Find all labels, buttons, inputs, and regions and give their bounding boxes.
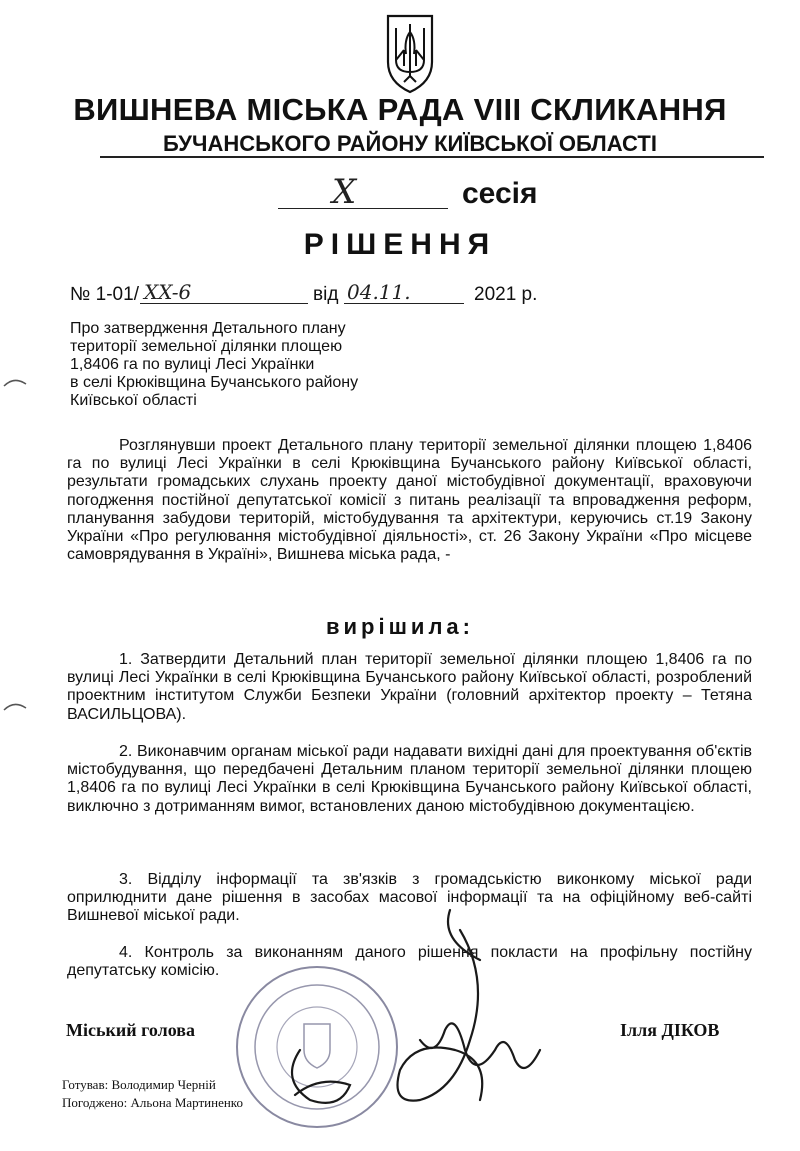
decision-subject: [70, 320, 410, 410]
session-number-handwritten: X: [332, 172, 357, 212]
mayor-position: Міський голова: [66, 1020, 195, 1040]
agreed-by: Погоджено: Альона Мартиненко: [62, 1095, 243, 1110]
doc-year: 2021 р.: [474, 284, 538, 305]
district-title: БУЧАНСЬКОГО РАЙОНУ КИЇВСЬКОЇ ОБЛАСТІ: [163, 131, 657, 156]
doc-number-handwritten: XX-6: [144, 280, 192, 304]
handwritten-signature: [240, 900, 600, 1150]
subject-line: 1,8406 га по вулиці Лесі Українки: [70, 356, 315, 373]
doc-date-label: від: [313, 284, 339, 305]
subject-line: в селі Крюківщина Бучанського району: [70, 374, 359, 391]
mayor-name: Ілля ДІКОВ: [620, 1020, 720, 1040]
session-number-line: [278, 208, 448, 209]
doc-date-handwritten: 04.11.: [347, 280, 411, 304]
resolved-heading: вирішила:: [326, 614, 474, 639]
header-divider: [100, 156, 764, 158]
document-type-title: РІШЕННЯ: [303, 228, 497, 261]
doc-number-prefix: № 1-01/: [70, 284, 139, 305]
trident-coat-of-arms-icon: [384, 10, 436, 94]
decision-item: 4. Контроль за виконанням даного рішення покласти на профільну постійну депутатську комісію.: [67, 944, 752, 980]
punch-hole-mark: [2, 700, 28, 714]
decision-item: 3. Відділу інформації та зв'язків з громадськістю виконкому міської ради оприлюднити дане рішення в засобах масової інформації та на офіційному веб-сайті Вишневої міської ради.: [67, 871, 752, 925]
subject-line: Про затвердження Детального плану: [70, 320, 346, 337]
punch-hole-mark: [2, 376, 28, 390]
prepared-by: Готував: Володимир Черній: [62, 1077, 216, 1092]
decision-item: 2. Виконавчим органам міської ради надавати вихідні дані для проектування об'єктів містобудування, що передбачені Детальним планом території земельної ділянки площею 1,8406 га по вулиці Лесі Українки в селі Крюківщина Бучанського району Київської області, виключно з дотриманням вимог, встановлених даною містобудівною документацією.: [67, 743, 752, 815]
session-label: сесія: [462, 177, 538, 210]
doc-number-line: [140, 303, 308, 304]
prepared-by-block: [62, 1076, 243, 1112]
council-title: ВИШНЕВА МІСЬКА РАДА VIII СКЛИКАННЯ: [73, 92, 727, 127]
decision-item: 1. Затвердити Детальний план території земельної ділянки площею 1,8406 га по вулиці Лесі Українки в селі Крюківщина Бучанського району Київської області, розроблений проектним інститутом Служби Безпеки України (головний архітектор проекту – Тетяна ВАСИЛЬЦОВА).: [67, 651, 752, 723]
subject-line: Київської області: [70, 392, 197, 409]
doc-date-line: [344, 303, 464, 304]
subject-line: території земельної ділянки площею: [70, 338, 343, 355]
preamble-paragraph: Розглянувши проект Детального плану території земельної ділянки площею 1,8406 га по вулиці Лесі Українки в селі Крюківщина Бучанського району Київської області, результати громадських слухань проекту даної містобудівної документації, враховуючи погодження постійної депутатської комісії з питань реалізації та впровадження реформ, планування забудови територій, містобудування та архітектури, керуючись ст.19 Закону України «Про регулювання містобудівної діяльності», ст. 26 Закону України «Про місцеве самоврядування в Україні», Вишнева міська рада, -: [67, 437, 752, 564]
